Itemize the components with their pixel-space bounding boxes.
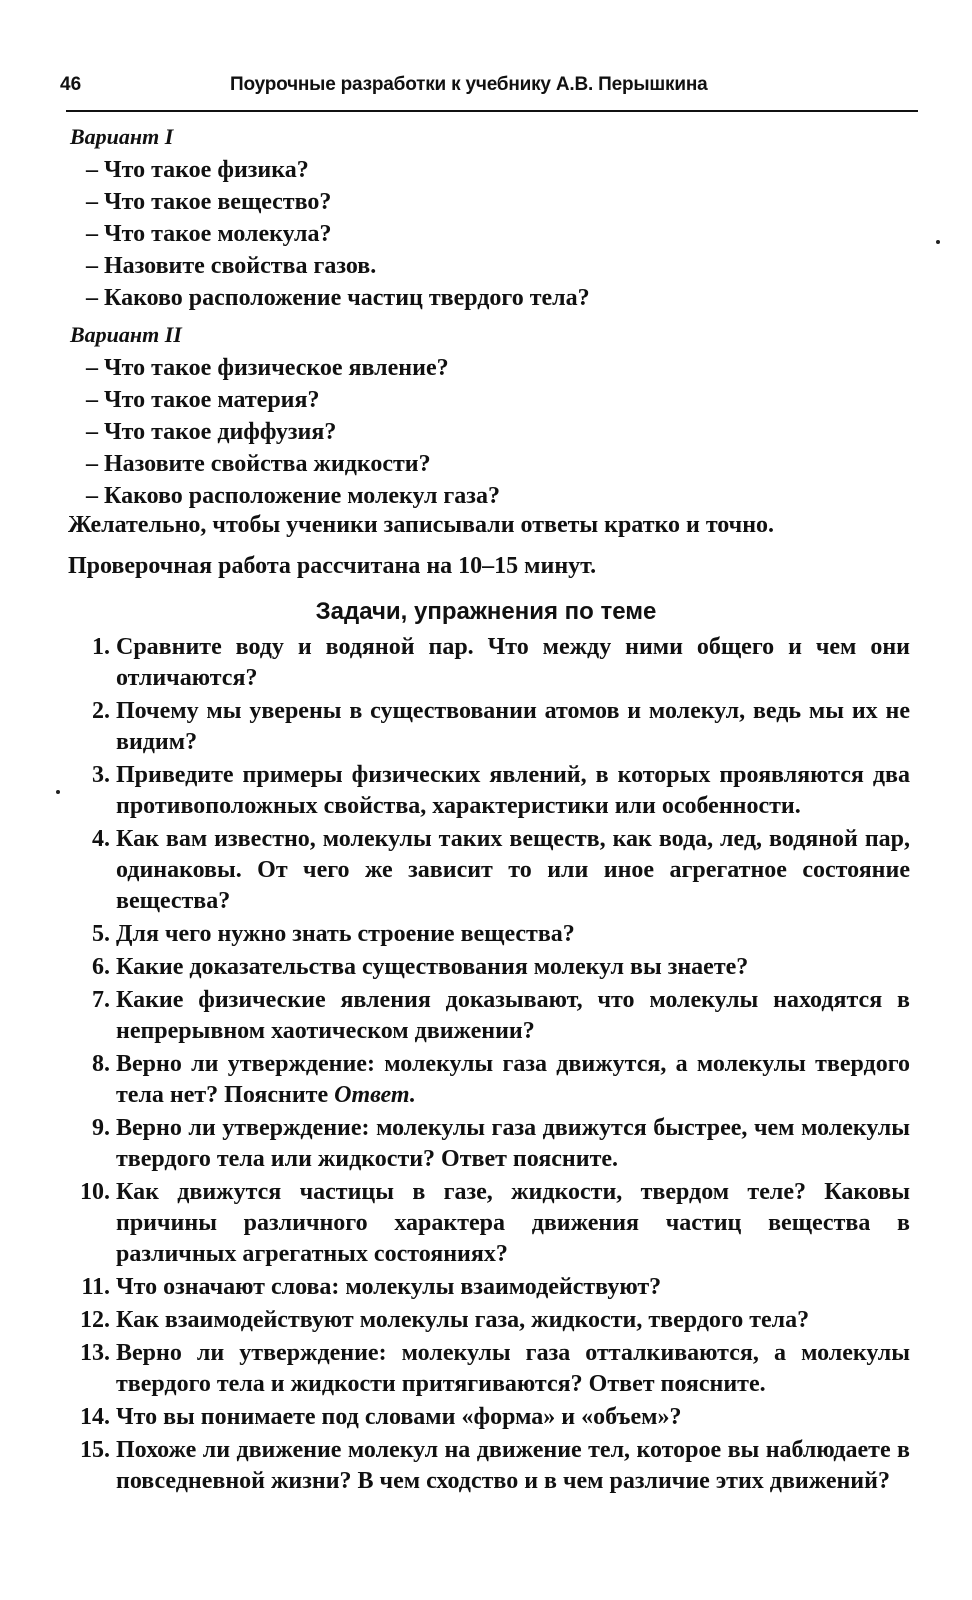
task-text: Верно ли утверждение: молекулы газа отталкиваются, а молекулы твердого тела и жидкости притягиваются? Ответ поясните. xyxy=(116,1340,910,1397)
task-number: 15. xyxy=(80,1437,110,1463)
task-item xyxy=(70,632,910,694)
task-number: 8. xyxy=(92,1051,110,1077)
task-item xyxy=(70,952,910,983)
task-item xyxy=(70,1113,910,1175)
task-text: Что вы понимаете под словами «форма» и «объем»? xyxy=(116,1404,682,1430)
task-number: 11. xyxy=(81,1274,110,1300)
list-item: – Каково расположение частиц твердого тела? xyxy=(86,285,590,311)
variant-1-questions xyxy=(86,154,590,314)
task-number: 10. xyxy=(80,1179,110,1205)
task-item xyxy=(70,985,910,1047)
task-item xyxy=(70,1272,910,1303)
task-number: 1. xyxy=(92,634,110,660)
list-item: – Что такое материя? xyxy=(86,387,320,413)
variant-2-questions xyxy=(86,352,500,512)
task-text: Похоже ли движение молекул на движение тел, которое вы наблюдаете в повседневной жизни? В чем сходство и в чем различие этих движений? xyxy=(116,1437,910,1494)
task-item xyxy=(70,1338,910,1400)
header-rule xyxy=(66,110,918,112)
task-number: 5. xyxy=(92,921,110,947)
task-item xyxy=(70,1402,910,1433)
list-item: – Назовите свойства жидкости? xyxy=(86,451,431,477)
note-answers: Желательно, чтобы ученики записывали ответы кратко и точно. xyxy=(68,512,775,538)
task-item xyxy=(70,919,910,950)
task-item xyxy=(70,1435,910,1497)
scan-speck xyxy=(936,240,940,244)
task-list xyxy=(70,632,910,1499)
list-item: – Каково расположение молекул газа? xyxy=(86,483,500,509)
task-item xyxy=(70,1049,910,1111)
task-number: 3. xyxy=(92,762,110,788)
task-text: Как взаимодействуют молекулы газа, жидкости, твердого тела? xyxy=(116,1307,810,1333)
task-text: Почему мы уверены в существовании атомов и молекул, ведь мы их не видим? xyxy=(116,698,910,755)
task-number: 2. xyxy=(92,698,110,724)
task-number: 6. xyxy=(92,954,110,980)
task-item xyxy=(70,696,910,758)
running-head: Поурочные разработки к учебнику А.В. Перышкина xyxy=(230,74,708,95)
note-duration: Проверочная работа рассчитана на 10–15 минут. xyxy=(68,553,597,579)
scan-speck xyxy=(56,790,60,794)
list-item: – Что такое молекула? xyxy=(86,221,332,247)
list-item: – Что такое физическое явление? xyxy=(86,355,449,381)
task-number: 7. xyxy=(92,987,110,1013)
list-item: – Что такое вещество? xyxy=(86,189,332,215)
section-title: Задачи, упражнения по теме xyxy=(315,598,657,625)
task-text xyxy=(116,1049,910,1111)
task-text: Сравните воду и водяной пар. Что между ними общего и чем они отличаются? xyxy=(116,634,910,691)
task-number: 9. xyxy=(92,1115,110,1141)
list-item: – Что такое диффузия? xyxy=(86,419,337,445)
task-item xyxy=(70,824,910,917)
task-text: Приведите примеры физических явлений, в которых проявляются два противоположных свойства, характеристики или особенности. xyxy=(116,762,910,819)
task-number: 14. xyxy=(80,1404,110,1430)
task-item xyxy=(70,1177,910,1270)
task-text: Какие физические явления доказывают, что молекулы находятся в непрерывном хаотическом движении? xyxy=(116,987,910,1044)
variant-1-title: Вариант I xyxy=(70,124,174,149)
list-item: – Назовите свойства газов. xyxy=(86,253,377,279)
task-number: 13. xyxy=(80,1340,110,1366)
list-item: – Что такое физика? xyxy=(86,157,309,183)
page-number: 46 xyxy=(60,74,82,95)
task-item xyxy=(70,760,910,822)
task-number: 4. xyxy=(92,826,110,852)
task-number: 12. xyxy=(80,1307,110,1333)
task-text: Какие доказательства существования молекул вы знаете? xyxy=(116,954,749,980)
page-header xyxy=(60,74,920,104)
task-item xyxy=(70,1305,910,1336)
answer-hint: Ответ. xyxy=(334,1082,416,1108)
task-text: Как движутся частицы в газе, жидкости, твердом теле? Каковы причины различного характера движения частиц вещества в различных агрегатных состояниях? xyxy=(116,1179,910,1267)
task-text-main: Верно ли утверждение: молекулы газа движутся, а молекулы твердого тела нет? Поясните xyxy=(116,1051,910,1108)
task-text: Для чего нужно знать строение вещества? xyxy=(116,921,575,947)
task-text: Как вам известно, молекулы таких веществ, как вода, лед, водяной пар, одинаковы. От чего же зависит то или иное агрегатное состояние вещества? xyxy=(116,826,910,914)
task-text: Верно ли утверждение: молекулы газа движутся быстрее, чем молекулы твердого тела или жидкости? Ответ поясните. xyxy=(116,1115,910,1172)
variant-2-title: Вариант II xyxy=(70,322,182,347)
task-text: Что означают слова: молекулы взаимодействуют? xyxy=(116,1274,662,1300)
